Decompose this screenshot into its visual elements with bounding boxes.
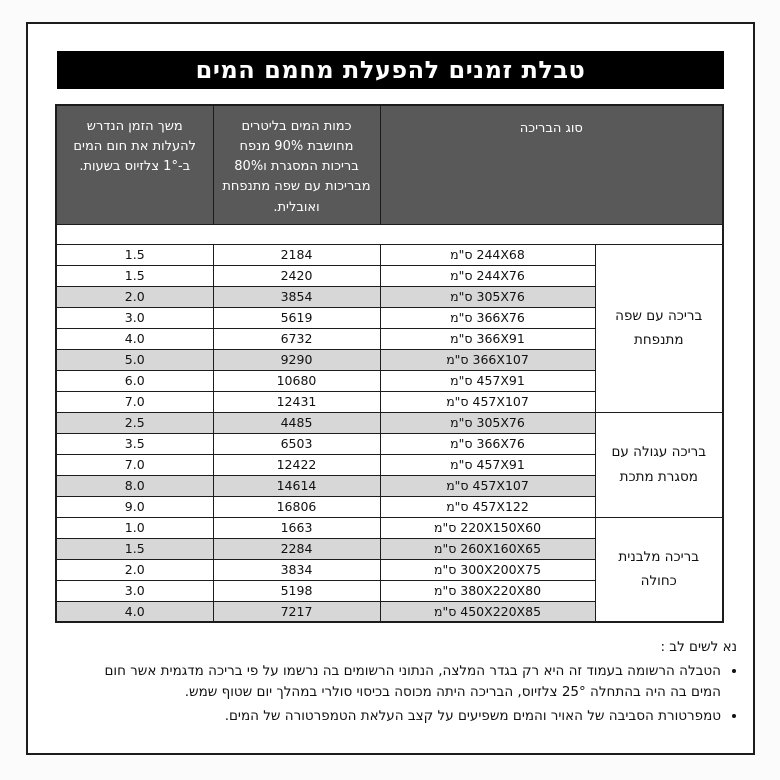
liters-cell: 12422: [213, 454, 380, 475]
footnotes-heading: נא לשים לב :: [660, 639, 737, 656]
liters-cell: 2284: [213, 538, 380, 559]
time-cell: 7.0: [56, 454, 213, 475]
liters-cell: 5619: [213, 307, 380, 328]
time-cell: 8.0: [56, 475, 213, 496]
size-cell: 457X122 ס"מ: [380, 496, 595, 517]
liters-cell: 2420: [213, 265, 380, 286]
liters-cell: 14614: [213, 475, 380, 496]
spacer-row: [56, 224, 723, 244]
liters-cell: 4485: [213, 412, 380, 433]
time-cell: 4.0: [56, 328, 213, 349]
liters-cell: 16806: [213, 496, 380, 517]
liters-cell: 3834: [213, 559, 380, 580]
table-row: [56, 517, 723, 538]
time-cell: 7.0: [56, 391, 213, 412]
time-cell: 6.0: [56, 370, 213, 391]
table-row: [56, 244, 723, 265]
footnote-item: • טמפרטורת הסביבה של האויר והמים משפיעים על קצב העלאת הטמפרטורה של המים.: [72, 706, 721, 727]
time-cell: 1.5: [56, 265, 213, 286]
time-cell: 4.0: [56, 601, 213, 622]
footnotes-list: [72, 661, 737, 727]
header-row: [56, 105, 723, 224]
table-row: [56, 412, 723, 433]
table-header: [56, 105, 723, 224]
liters-cell: 2184: [213, 244, 380, 265]
header-pool-type: סוג הבריכה: [380, 105, 723, 224]
size-cell: 305X76 ס"מ: [380, 286, 595, 307]
time-cell: 2.0: [56, 286, 213, 307]
liters-cell: 1663: [213, 517, 380, 538]
time-cell: 2.5: [56, 412, 213, 433]
liters-cell: 9290: [213, 349, 380, 370]
size-cell: 244X76 ס"מ: [380, 265, 595, 286]
size-cell: 380X220X80 ס"מ: [380, 580, 595, 601]
heating-times-table: [55, 104, 724, 623]
time-cell: 1.5: [56, 538, 213, 559]
time-cell: 9.0: [56, 496, 213, 517]
pool-type-label: בריכה עם שפה מתנפחת: [595, 244, 723, 412]
table-body: [56, 224, 723, 622]
time-cell: 5.0: [56, 349, 213, 370]
liters-cell: 3854: [213, 286, 380, 307]
pool-type-label: בריכה עגולה עם מסגרת מתכת: [595, 412, 723, 517]
liters-cell: 5198: [213, 580, 380, 601]
header-water-amount: כמות המים בליטרים מחושבת 90% מנפח בריכות המסגרת ו80% מבריכות עם שפה מתנפחת ואובלית.: [213, 105, 380, 224]
liters-cell: 10680: [213, 370, 380, 391]
size-cell: 366X76 ס"מ: [380, 307, 595, 328]
size-cell: 457X107 ס"מ: [380, 391, 595, 412]
footnote-item: • הטבלה הרשומה בעמוד זה היא רק בגדר המלצה, הנתוני הרשומים בה נרשמו על פי בריכה מדגמית אשר חום המים בה היה בהתחלה 25° צלזיוס, הבריכה היתה מכוסה בכיסוי סולרי במהלך יום שטוף שמש.: [72, 661, 721, 703]
size-cell: 366X107 ס"מ: [380, 349, 595, 370]
size-cell: 457X91 ס"מ: [380, 454, 595, 475]
liters-cell: 6503: [213, 433, 380, 454]
size-cell: 457X107 ס"מ: [380, 475, 595, 496]
liters-cell: 6732: [213, 328, 380, 349]
size-cell: 450X220X85 ס"מ: [380, 601, 595, 622]
spacer-cell: [56, 224, 723, 244]
size-cell: 220X150X60 ס"מ: [380, 517, 595, 538]
size-cell: 457X91 ס"מ: [380, 370, 595, 391]
pool-type-label: בריכה מלבנית כחולה: [595, 517, 723, 622]
size-cell: 366X76 ס"מ: [380, 433, 595, 454]
time-cell: 1.5: [56, 244, 213, 265]
size-cell: 305X76 ס"מ: [380, 412, 595, 433]
size-cell: 260X160X65 ס"מ: [380, 538, 595, 559]
liters-cell: 7217: [213, 601, 380, 622]
footnotes: [68, 637, 737, 727]
time-cell: 3.5: [56, 433, 213, 454]
size-cell: 244X68 ס"מ: [380, 244, 595, 265]
liters-cell: 12431: [213, 391, 380, 412]
time-cell: 3.0: [56, 307, 213, 328]
time-cell: 1.0: [56, 517, 213, 538]
header-time-required: משך הזמן הנדרש להעלות את חום המים ב-1° צלזיוס בשעות.: [56, 105, 213, 224]
time-cell: 2.0: [56, 559, 213, 580]
size-cell: 366X91 ס"מ: [380, 328, 595, 349]
page-title: טבלת זמנים להפעלת מחמם המים: [57, 51, 724, 89]
page-frame: [26, 22, 755, 755]
time-cell: 3.0: [56, 580, 213, 601]
size-cell: 300X200X75 ס"מ: [380, 559, 595, 580]
